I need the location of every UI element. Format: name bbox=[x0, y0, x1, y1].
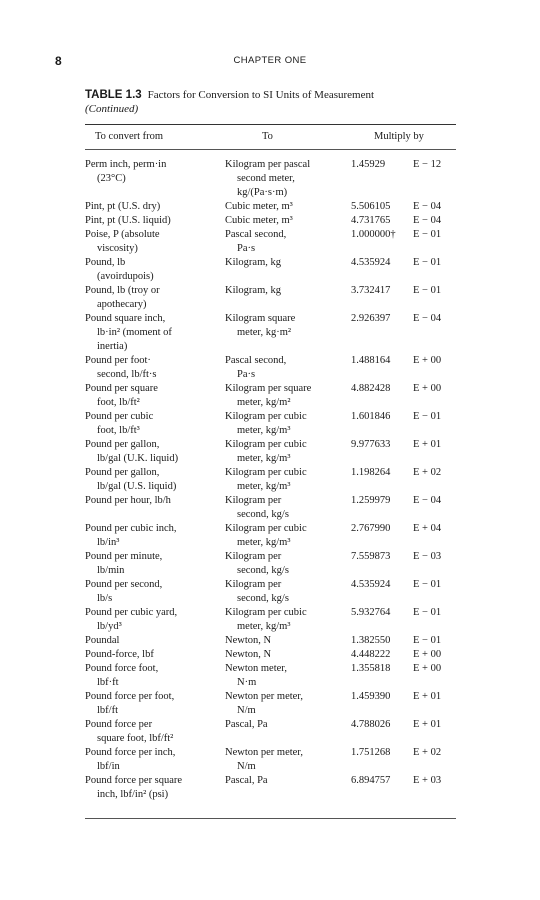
cell-convert-to bbox=[225, 494, 350, 522]
cell-line: Pound per foot· bbox=[85, 355, 151, 366]
cell-line: foot, lb/ft² bbox=[97, 397, 140, 408]
cell-convert-from bbox=[85, 606, 225, 634]
cell-exponent: E − 01 bbox=[413, 411, 442, 422]
cell-convert-to bbox=[225, 550, 350, 578]
table-row bbox=[85, 256, 456, 284]
page-number: 8 bbox=[55, 54, 62, 68]
cell-convert-to bbox=[225, 718, 350, 732]
cell-exponent: E + 03 bbox=[413, 775, 442, 786]
table-row bbox=[85, 550, 456, 578]
cell-multiplier: 1.198264 bbox=[351, 467, 391, 478]
cell-convert-to bbox=[225, 438, 350, 466]
cell-line: Newton, N bbox=[225, 649, 272, 660]
cell-line: lb/in³ bbox=[97, 537, 120, 548]
cell-line: Newton per meter, bbox=[225, 747, 304, 758]
cell-exponent: E + 00 bbox=[413, 355, 442, 366]
cell-convert-to bbox=[225, 690, 350, 718]
cell-line: Kilogram per pascal bbox=[225, 159, 311, 170]
cell-line: Pound per gallon, bbox=[85, 467, 160, 478]
cell-convert-to bbox=[225, 214, 350, 228]
cell-convert-from bbox=[85, 256, 225, 284]
cell-convert-from bbox=[85, 690, 225, 718]
cell-line: Newton per meter, bbox=[225, 691, 304, 702]
cell-multiplier: 4.731765 bbox=[351, 215, 391, 226]
table-row bbox=[85, 690, 456, 718]
cell-line: Pound per cubic inch, bbox=[85, 523, 177, 534]
cell-multiplier: 4.535924 bbox=[351, 257, 391, 268]
cell-exponent: E + 00 bbox=[413, 383, 442, 394]
cell-line: kg/(Pa·s·m) bbox=[237, 187, 288, 198]
table-row bbox=[85, 662, 456, 690]
cell-line: Pound force per bbox=[85, 719, 153, 730]
cell-line: second, kg/s bbox=[237, 509, 289, 520]
cell-line: lbf·ft bbox=[97, 677, 119, 688]
cell-line: Kilogram, kg bbox=[225, 285, 281, 296]
table-row bbox=[85, 354, 456, 382]
cell-convert-to bbox=[225, 256, 350, 270]
cell-line: second, kg/s bbox=[237, 593, 289, 604]
cell-exponent: E − 01 bbox=[413, 607, 442, 618]
cell-convert-from bbox=[85, 200, 225, 214]
cell-line: lb/gal (U.S. liquid) bbox=[97, 481, 177, 492]
cell-exponent: E − 01 bbox=[413, 285, 442, 296]
cell-line: meter, kg/m³ bbox=[237, 481, 291, 492]
cell-convert-from bbox=[85, 522, 225, 550]
cell-convert-to bbox=[225, 466, 350, 494]
cell-convert-from bbox=[85, 746, 225, 774]
cell-line: Kilogram per bbox=[225, 579, 282, 590]
table-row bbox=[85, 606, 456, 634]
table-row bbox=[85, 648, 456, 662]
cell-line: Pa·s bbox=[237, 243, 256, 254]
cell-convert-to bbox=[225, 354, 350, 382]
cell-line: second meter, bbox=[237, 173, 295, 184]
cell-line: Pascal, Pa bbox=[225, 719, 268, 730]
cell-exponent: E − 04 bbox=[413, 215, 442, 226]
cell-convert-to bbox=[225, 200, 350, 214]
cell-multiplier: 1.355818 bbox=[351, 663, 391, 674]
table-row bbox=[85, 746, 456, 774]
cell-convert-to bbox=[225, 228, 350, 256]
cell-convert-to bbox=[225, 648, 350, 662]
cell-multiplier: 2.926397 bbox=[351, 313, 391, 324]
cell-line: Pascal, Pa bbox=[225, 775, 268, 786]
cell-exponent: E + 01 bbox=[413, 691, 442, 702]
cell-multiplier: 1.751268 bbox=[351, 747, 391, 758]
cell-multiplier: 6.894757 bbox=[351, 775, 391, 786]
table-body bbox=[85, 158, 456, 802]
cell-exponent: E − 01 bbox=[413, 579, 442, 590]
cell-line: lb/s bbox=[97, 593, 113, 604]
table-row bbox=[85, 312, 456, 354]
cell-line: Pound force foot, bbox=[85, 663, 159, 674]
table-row bbox=[85, 410, 456, 438]
cell-line: Pound square inch, bbox=[85, 313, 166, 324]
cell-line: Kilogram per square bbox=[225, 383, 312, 394]
cell-line: Poundal bbox=[85, 635, 120, 646]
cell-multiplier: 5.932764 bbox=[351, 607, 391, 618]
column-header-to: To bbox=[262, 131, 273, 142]
cell-line: Kilogram per bbox=[225, 551, 282, 562]
cell-exponent: E + 00 bbox=[413, 663, 442, 674]
cell-convert-from bbox=[85, 354, 225, 382]
table-continued-note: (Continued) bbox=[85, 103, 139, 115]
cell-line: Pa·s bbox=[237, 369, 256, 380]
cell-exponent: E + 00 bbox=[413, 649, 442, 660]
cell-line: Newton meter, bbox=[225, 663, 287, 674]
cell-multiplier: 4.788026 bbox=[351, 719, 391, 730]
table-row bbox=[85, 200, 456, 214]
cell-multiplier: 1.259979 bbox=[351, 495, 391, 506]
table-top-rule bbox=[85, 124, 456, 125]
cell-line: Newton, N bbox=[225, 635, 272, 646]
table-row bbox=[85, 438, 456, 466]
cell-line: lbf/ft bbox=[97, 705, 118, 716]
cell-exponent: E − 04 bbox=[413, 495, 442, 506]
cell-line: meter, kg/m³ bbox=[237, 425, 291, 436]
cell-convert-from bbox=[85, 312, 225, 354]
cell-convert-from bbox=[85, 634, 225, 648]
table-row bbox=[85, 634, 456, 648]
cell-line: Pound per minute, bbox=[85, 551, 163, 562]
cell-line: Kilogram per bbox=[225, 495, 282, 506]
table-row bbox=[85, 466, 456, 494]
cell-line: lb/gal (U.K. liquid) bbox=[97, 453, 179, 464]
cell-convert-from bbox=[85, 466, 225, 494]
cell-line: meter, kg/m² bbox=[237, 397, 291, 408]
cell-multiplier: 4.535924 bbox=[351, 579, 391, 590]
column-header-from: To convert from bbox=[95, 131, 164, 142]
cell-multiplier: 5.506105 bbox=[351, 201, 391, 212]
cell-convert-from bbox=[85, 578, 225, 606]
cell-line: inch, lbf/in² (psi) bbox=[97, 789, 169, 800]
cell-line: lb/yd³ bbox=[97, 621, 122, 632]
cell-line: lbf/in bbox=[97, 761, 120, 772]
cell-convert-from bbox=[85, 774, 225, 802]
table-row bbox=[85, 494, 456, 522]
cell-convert-from bbox=[85, 438, 225, 466]
cell-exponent: E + 02 bbox=[413, 747, 442, 758]
cell-line: apothecary) bbox=[97, 299, 147, 310]
cell-line: Pound, lb (troy or bbox=[85, 285, 160, 296]
table-row bbox=[85, 718, 456, 746]
cell-convert-from bbox=[85, 550, 225, 578]
cell-line: Kilogram square bbox=[225, 313, 296, 324]
table-row bbox=[85, 382, 456, 410]
cell-convert-from bbox=[85, 410, 225, 438]
table-header-rule bbox=[85, 149, 456, 150]
cell-line: Perm inch, perm·in bbox=[85, 159, 167, 170]
cell-exponent: E − 01 bbox=[413, 229, 442, 240]
cell-line: lb/min bbox=[97, 565, 125, 576]
cell-line: foot, lb/ft³ bbox=[97, 425, 140, 436]
table-row bbox=[85, 228, 456, 256]
cell-exponent: E + 04 bbox=[413, 523, 442, 534]
cell-multiplier: 1.488164 bbox=[351, 355, 391, 366]
cell-line: Kilogram per cubic bbox=[225, 467, 307, 478]
cell-convert-from bbox=[85, 662, 225, 690]
cell-convert-from bbox=[85, 284, 225, 312]
cell-multiplier: 1.000000† bbox=[351, 229, 396, 240]
cell-line: Pound per cubic bbox=[85, 411, 154, 422]
cell-multiplier: 7.559873 bbox=[351, 551, 391, 562]
cell-line: meter, kg·m² bbox=[237, 327, 292, 338]
cell-line: Pound force per square bbox=[85, 775, 183, 786]
cell-line: Kilogram per cubic bbox=[225, 411, 307, 422]
table-row bbox=[85, 578, 456, 606]
table-caption bbox=[85, 88, 374, 116]
cell-line: Pound per hour, lb/h bbox=[85, 495, 171, 506]
cell-convert-to bbox=[225, 284, 350, 298]
cell-exponent: E + 02 bbox=[413, 467, 442, 478]
cell-exponent: E − 01 bbox=[413, 635, 442, 646]
cell-line: N·m bbox=[237, 677, 257, 688]
cell-line: Cubic meter, m³ bbox=[225, 201, 293, 212]
cell-exponent: E − 01 bbox=[413, 257, 442, 268]
cell-exponent: E − 04 bbox=[413, 313, 442, 324]
cell-multiplier: 2.767990 bbox=[351, 523, 391, 534]
cell-line: second, kg/s bbox=[237, 565, 289, 576]
cell-convert-to bbox=[225, 382, 350, 410]
cell-line: Pound per second, bbox=[85, 579, 163, 590]
cell-line: Pound force per inch, bbox=[85, 747, 176, 758]
cell-convert-from bbox=[85, 648, 225, 662]
cell-line: meter, kg/m³ bbox=[237, 453, 291, 464]
cell-line: Poise, P (absolute bbox=[85, 229, 160, 240]
table-row bbox=[85, 774, 456, 802]
cell-convert-to bbox=[225, 312, 350, 340]
cell-line: Pound per cubic yard, bbox=[85, 607, 178, 618]
cell-multiplier: 4.448222 bbox=[351, 649, 391, 660]
cell-line: Kilogram, kg bbox=[225, 257, 281, 268]
table-row bbox=[85, 284, 456, 312]
cell-exponent: E − 12 bbox=[413, 159, 442, 170]
cell-line: Pound per gallon, bbox=[85, 439, 160, 450]
cell-line: Kilogram per cubic bbox=[225, 523, 307, 534]
cell-line: Pint, pt (U.S. liquid) bbox=[85, 215, 171, 226]
column-header-multiply: Multiply by bbox=[374, 131, 424, 142]
cell-line: inertia) bbox=[97, 341, 128, 352]
table-row bbox=[85, 214, 456, 228]
cell-convert-to bbox=[225, 746, 350, 774]
cell-convert-from bbox=[85, 382, 225, 410]
cell-line: Pint, pt (U.S. dry) bbox=[85, 201, 161, 212]
cell-line: meter, kg/m³ bbox=[237, 621, 291, 632]
cell-convert-to bbox=[225, 578, 350, 606]
cell-multiplier: 1.382550 bbox=[351, 635, 391, 646]
cell-multiplier: 4.882428 bbox=[351, 383, 391, 394]
cell-convert-from bbox=[85, 718, 225, 746]
cell-convert-to bbox=[225, 634, 350, 648]
cell-convert-to bbox=[225, 774, 350, 788]
cell-convert-from bbox=[85, 158, 225, 186]
cell-convert-to bbox=[225, 606, 350, 634]
cell-line: Pascal second, bbox=[225, 355, 287, 366]
cell-line: meter, kg/m³ bbox=[237, 537, 291, 548]
cell-line: (avoirdupois) bbox=[97, 271, 154, 282]
cell-line: Kilogram per cubic bbox=[225, 439, 307, 450]
table-bottom-rule bbox=[85, 818, 456, 819]
cell-line: square foot, lbf/ft² bbox=[97, 733, 174, 744]
cell-line: Kilogram per cubic bbox=[225, 607, 307, 618]
cell-convert-to bbox=[225, 522, 350, 550]
cell-exponent: E − 04 bbox=[413, 201, 442, 212]
cell-convert-from bbox=[85, 494, 225, 508]
cell-convert-from bbox=[85, 214, 225, 228]
cell-multiplier: 3.732417 bbox=[351, 285, 391, 296]
table-label: TABLE 1.3 bbox=[85, 89, 142, 101]
cell-convert-to bbox=[225, 410, 350, 438]
running-head: CHAPTER ONE bbox=[233, 55, 307, 66]
table-row bbox=[85, 158, 456, 200]
cell-line: lb·in² (moment of bbox=[97, 327, 172, 338]
table-row bbox=[85, 522, 456, 550]
cell-convert-from bbox=[85, 228, 225, 256]
cell-multiplier: 1.601846 bbox=[351, 411, 391, 422]
cell-line: (23°C) bbox=[97, 173, 126, 184]
cell-multiplier: 9.977633 bbox=[351, 439, 391, 450]
cell-line: second, lb/ft·s bbox=[97, 369, 157, 380]
cell-line: Pound force per foot, bbox=[85, 691, 175, 702]
cell-convert-to bbox=[225, 662, 350, 690]
cell-line: N/m bbox=[237, 705, 256, 716]
cell-exponent: E + 01 bbox=[413, 439, 442, 450]
table-title: Factors for Conversion to SI Units of Measurement bbox=[147, 89, 375, 101]
cell-multiplier: 1.459390 bbox=[351, 691, 391, 702]
cell-convert-to bbox=[225, 158, 350, 200]
cell-line: Pascal second, bbox=[225, 229, 287, 240]
cell-line: N/m bbox=[237, 761, 256, 772]
cell-line: Pound, lb bbox=[85, 257, 126, 268]
cell-exponent: E − 03 bbox=[413, 551, 442, 562]
cell-line: viscosity) bbox=[97, 243, 138, 254]
cell-exponent: E + 01 bbox=[413, 719, 442, 730]
cell-line: Cubic meter, m³ bbox=[225, 215, 293, 226]
cell-multiplier: 1.45929 bbox=[351, 159, 386, 170]
cell-line: Pound-force, lbf bbox=[85, 649, 154, 660]
cell-line: Pound per square bbox=[85, 383, 158, 394]
